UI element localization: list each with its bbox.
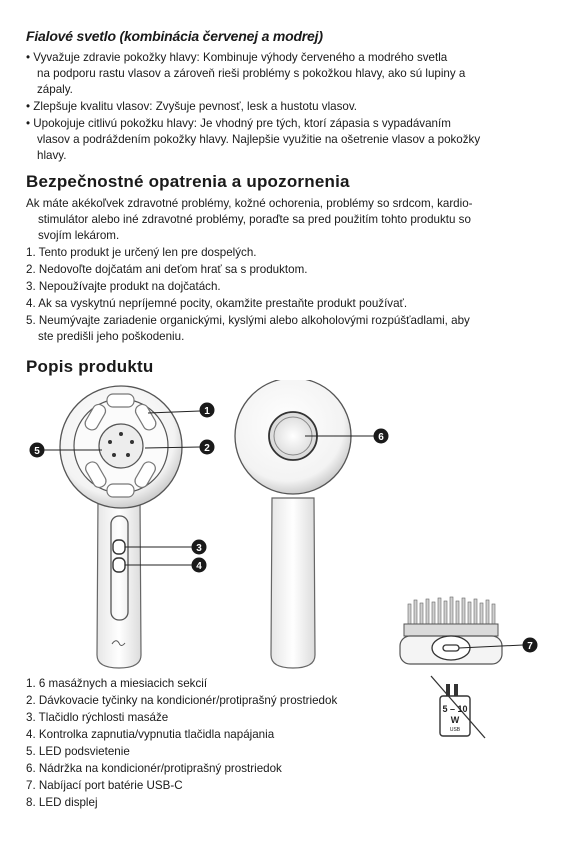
- callout-5: [30, 443, 45, 458]
- svg-text:1: 1: [204, 406, 210, 417]
- usb-c-port: [443, 645, 459, 651]
- svg-text:4: 4: [196, 561, 202, 572]
- svg-text:5: 5: [34, 446, 40, 457]
- no-adapter-icon: [428, 672, 488, 742]
- purple-bullet-1: • Vyvažuje zdravie pokožky hlavy: Kombinuje výhody červeného a modrého svetla na podporu rastu vlasov a zároveň rieši problémy s pokožkou hlavy, ako sú lupiny a zápaly.: [26, 51, 466, 96]
- safety-item-3: 3. Nepoužívajte produkt na dojčatách.: [26, 280, 221, 293]
- svg-text:2: 2: [204, 443, 210, 454]
- safety-item-4: 4. Ak sa vyskytnú nepríjemné pocity, okamžite prestaňte produkt používať.: [26, 297, 408, 310]
- legend-item: 4. Kontrolka zapnutia/vypnutia tlačidla napájania: [26, 728, 275, 741]
- safety-heading: Bezpečnostné opatrenia a upozornenia: [26, 172, 350, 191]
- power-button: [113, 558, 125, 572]
- legend-item: 6. Nádržka na kondicionér/protiprašný prostriedok: [26, 762, 282, 775]
- product-diagram: [0, 380, 567, 675]
- svg-text:5 – 10: 5 – 10: [442, 704, 468, 714]
- safety-intro: Ak máte akékoľvek zdravotné problémy, kožné ochorenia, problémy so srdcom, kardio- stimulátor alebo iné zdravotné problémy, poraďte sa pred použitím tohto produktu so svojím lekárom.: [26, 197, 473, 242]
- speed-button: [113, 540, 125, 554]
- svg-text:7: 7: [527, 641, 533, 652]
- svg-text:3: 3: [196, 543, 202, 554]
- product-heading: Popis produktu: [26, 357, 154, 376]
- svg-text:USB: USB: [449, 727, 461, 733]
- callout-6: [374, 429, 389, 444]
- svg-text:W: W: [450, 715, 460, 725]
- purple-light-heading: Fialové svetlo (kombinácia červenej a modrej): [26, 28, 323, 44]
- safety-item-5: 5. Neumývajte zariadenie organickými, kyslými alebo alkoholovými rozpúšťadlami, aby ste predišli jeho poškodeniu.: [26, 314, 470, 343]
- legend-item: 7. Nabíjací port batérie USB-C: [26, 779, 183, 792]
- safety-item-1: 1. Tento produkt je určený len pre dospelých.: [26, 246, 257, 259]
- purple-bullet-3: • Upokojuje citlivú pokožku hlavy: Je vhodný pre tých, ktorí zápasia s vypadávaním vlasov a podráždením pokožky hlavy. Najlepšie využitie na ošetrenie vlasov a pokožky hlavy.: [26, 117, 481, 162]
- bristle-attachment: [400, 597, 502, 664]
- callout-4: [192, 558, 207, 573]
- product-legend: [26, 675, 337, 811]
- device-back-view: [235, 380, 351, 668]
- callout-2: [200, 440, 215, 455]
- callout-3: [192, 540, 207, 555]
- callout-7: [523, 638, 538, 653]
- legend-item: 2. Dávkovacie tyčinky na kondicionér/protiprašný prostriedok: [26, 694, 338, 707]
- legend-item: 3. Tlačidlo rýchlosti masáže: [26, 711, 169, 724]
- legend-item: 1. 6 masážnych a miesiacich sekcií: [26, 677, 208, 690]
- callout-1: [200, 403, 215, 418]
- legend-item: 5. LED podsvietenie: [26, 745, 130, 758]
- safety-item-2: 2. Nedovoľte dojčatám ani deťom hrať sa s produktom.: [26, 263, 308, 276]
- device-front-view: [60, 386, 182, 668]
- purple-bullet-2: • Zlepšuje kvalitu vlasov: Zvyšuje pevnosť, lesk a hustotu vlasov.: [26, 100, 358, 113]
- legend-item: 8. LED displej: [26, 796, 98, 809]
- svg-text:6: 6: [378, 432, 384, 443]
